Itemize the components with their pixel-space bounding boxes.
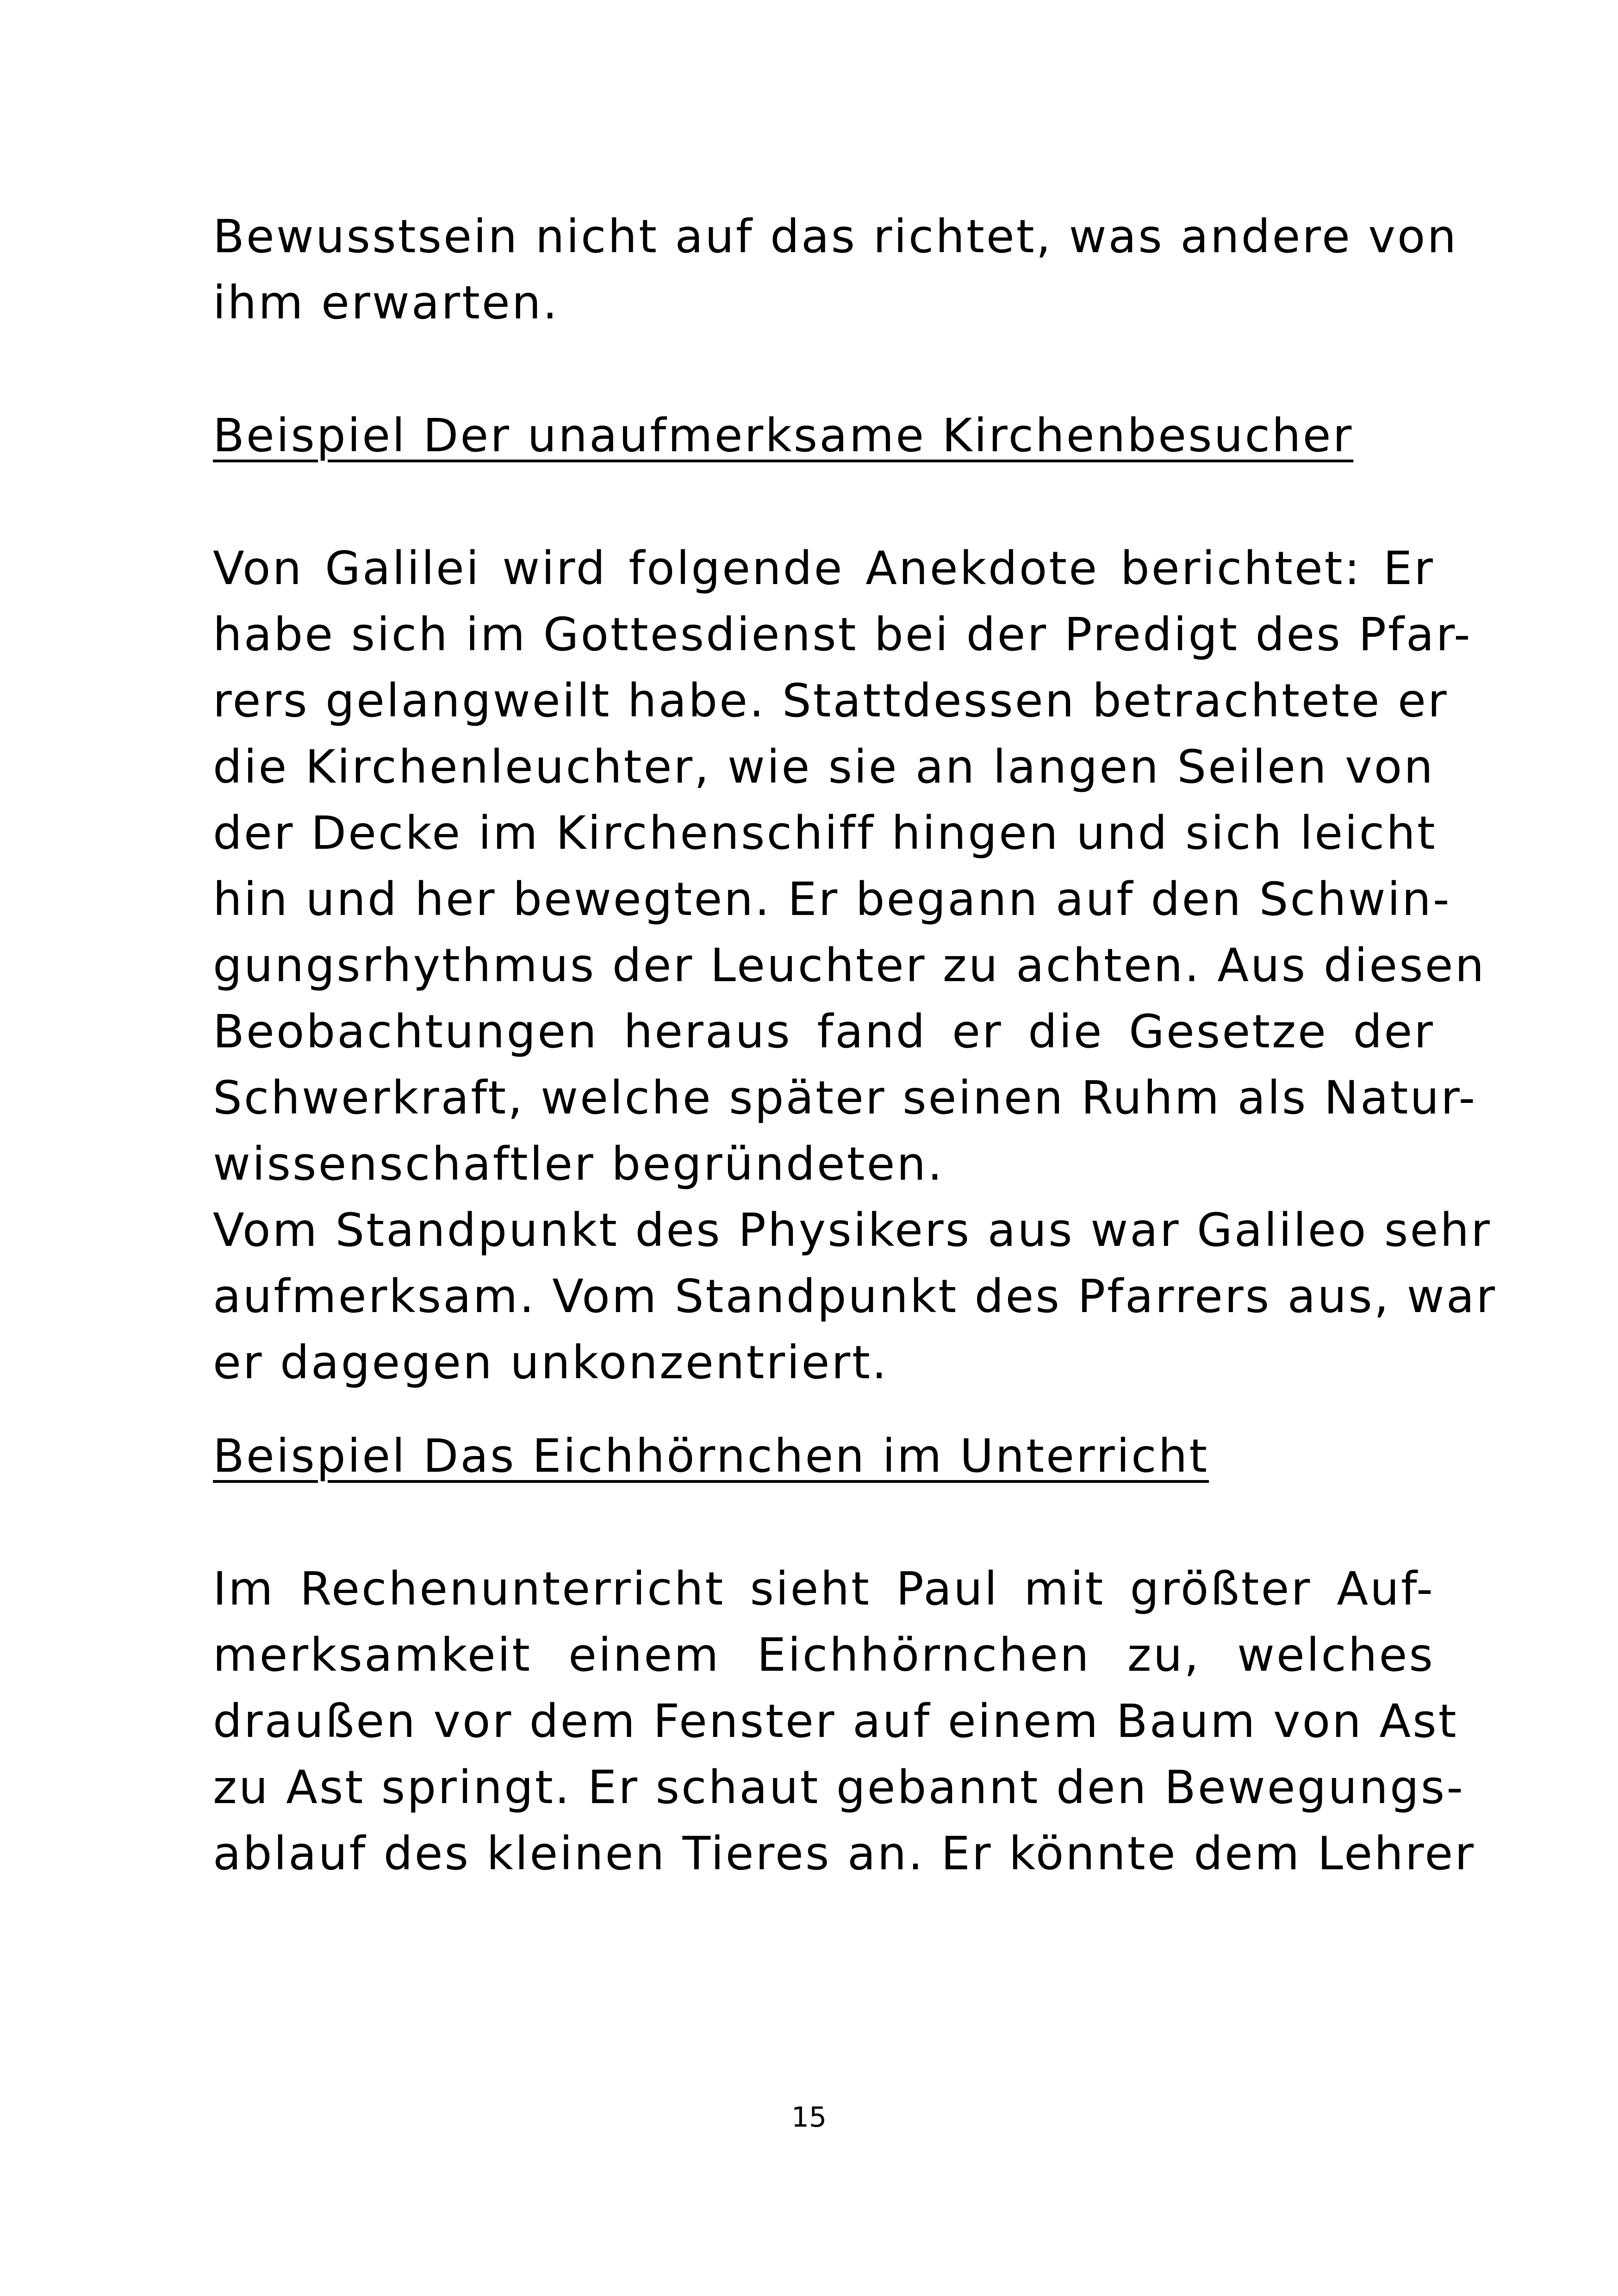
text-line: Bewusstsein nicht auf das richtet, was andere von — [213, 210, 1458, 263]
text-line: aufmerksam. Vom Standpunkt des Pfarrers aus, war — [213, 1270, 1497, 1323]
text-line: draußen vor dem Fenster auf einem Baum von Ast — [213, 1695, 1458, 1748]
section-heading-eichhoernchen — [213, 1423, 1435, 1489]
text-line: Schwerkraft, welche später seinen Ruhm als Natur- — [213, 1071, 1477, 1125]
text-line: habe sich im Gottesdienst bei der Predigt des Pfar- — [213, 608, 1472, 661]
continuation-paragraph — [213, 204, 1458, 336]
text-line: er dagegen unkonzentriert. — [213, 1336, 889, 1389]
text-line: Vom Standpunkt des Physikers aus war Galileo sehr — [213, 1204, 1492, 1257]
heading-text: Beispiel Das Eichhörnchen im Unterricht — [213, 1430, 1209, 1483]
text-line: ihm erwarten. — [213, 276, 560, 330]
paragraph-galilei — [213, 535, 1497, 1396]
text-line: ablauf des kleinen Tieres an. Er könnte dem Lehrer — [213, 1827, 1475, 1880]
text-line: hin und her bewegten. Er begann auf den Schwin- — [213, 873, 1451, 926]
page-number: 15 — [791, 2101, 827, 2134]
text-line: merksamkeit einem Eichhörnchen zu, welches — [213, 1629, 1435, 1682]
paragraph-paul — [213, 1556, 1475, 1887]
text-line: gungsrhythmus der Leuchter zu achten. Aus diesen — [213, 939, 1486, 992]
section-heading-kirchenbesucher — [213, 403, 1435, 469]
text-line: die Kirchenleuchter, wie sie an langen Seilen von — [213, 740, 1435, 794]
text-line: rers gelangweilt habe. Stattdessen betrachtete er — [213, 674, 1449, 728]
text-line: Von Galilei wird folgende Anekdote berichtet: Er — [213, 542, 1435, 595]
heading-text: Beispiel Der unaufmerksame Kirchenbesucher — [213, 409, 1354, 462]
text-line: wissenschaftler begründeten. — [213, 1138, 944, 1191]
text-line: der Decke im Kirchenschiff hingen und sich leicht — [213, 807, 1437, 860]
text-line: Beobachtungen heraus fand er die Gesetze der — [213, 1005, 1435, 1058]
text-line: Im Rechenunterricht sieht Paul mit größter Auf- — [213, 1562, 1435, 1616]
text-line: zu Ast springt. Er schaut gebannt den Bewegungs- — [213, 1761, 1465, 1814]
